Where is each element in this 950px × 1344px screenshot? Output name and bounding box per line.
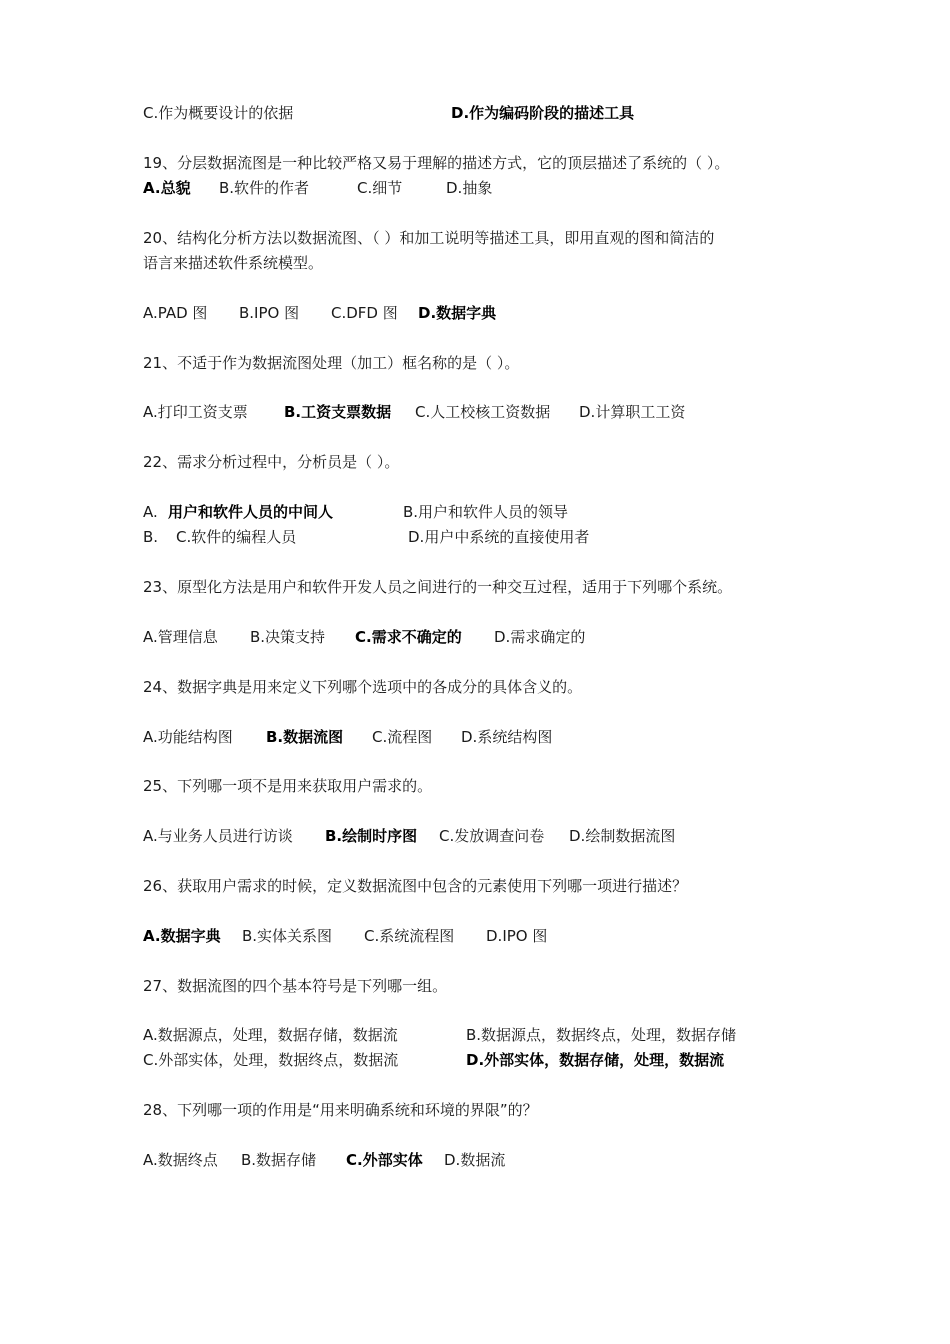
q24-question: 24、数据字典是用来定义下列哪个选项中的各成分的具体含义的。: [143, 678, 583, 696]
q28-option-a: A.数据终点: [143, 1151, 218, 1169]
q27-option-d: D.外部实体，数据存储，处理，数据流: [466, 1051, 725, 1069]
q20-option-a: A.PAD 图: [143, 304, 208, 322]
q24-option-b: B.数据流图: [266, 728, 344, 746]
q21-option-a: A.打印工资支票: [143, 403, 248, 421]
q28-option-c: C.外部实体: [346, 1151, 423, 1169]
q23-option-b: B.决策支持: [250, 628, 326, 646]
q21-option-d: D.计算职工工资: [579, 403, 686, 421]
q22-option-d: D.用户中系统的直接使用者: [408, 528, 590, 546]
q28-option-b: B.数据存储: [241, 1151, 317, 1169]
q20-option-d: D.数据字典: [418, 304, 497, 322]
q23-option-d: D.需求确定的: [494, 628, 586, 646]
q20-question-line2: 语言来描述软件系统模型。: [143, 254, 324, 272]
q21-option-c: C.人工校核工资数据: [415, 403, 551, 421]
q25-option-b: B.绘制时序图: [325, 827, 418, 845]
q26-option-a: A.数据字典: [143, 927, 221, 945]
q27-option-c: C.外部实体，处理，数据终点，数据流: [143, 1051, 399, 1069]
q27-option-b: B.数据源点，数据终点，处理，数据存储: [466, 1026, 737, 1044]
q28-question: 28、下列哪一项的作用是“用来明确系统和环境的界限”的？: [143, 1101, 538, 1119]
q22-option-a: 用户和软件人员的中间人: [168, 503, 334, 521]
q26-question: 26、获取用户需求的时候，定义数据流图中包含的元素使用下列哪一项进行描述？: [143, 877, 688, 895]
q23-option-a: A.管理信息: [143, 628, 218, 646]
q23-question: 23、原型化方法是用户和软件开发人员之间进行的一种交互过程，适用于下列哪个系统。: [143, 578, 733, 596]
q19-option-d: D.抽象: [446, 179, 493, 197]
q25-option-a: A.与业务人员进行访谈: [143, 827, 293, 845]
q19-option-b: B.软件的作者: [219, 179, 310, 197]
q23-option-c: C.需求不确定的: [355, 628, 462, 646]
q18-option-c: C.作为概要设计的依据: [143, 104, 294, 122]
q22-question: 22、需求分析过程中，分析员是（ ）。: [143, 453, 400, 471]
q20-question-line1: 20、结构化分析方法以数据流图、（ ）和加工说明等描述工具，即用直观的图和简洁的: [143, 229, 715, 247]
q22-option-a-prefix: A.: [143, 503, 158, 521]
q19-option-a: A.总貌: [143, 179, 191, 197]
q26-option-c: C.系统流程图: [364, 927, 455, 945]
q19-question: 19、分层数据流图是一种比较严格又易于理解的描述方式，它的顶层描述了系统的（ ）。: [143, 154, 730, 172]
q19-option-c: C.细节: [357, 179, 403, 197]
q26-option-b: B.实体关系图: [242, 927, 333, 945]
q25-option-d: D.绘制数据流图: [569, 827, 676, 845]
q22-option-b-prefix: B.: [143, 528, 159, 546]
q20-option-b: B.IPO 图: [239, 304, 300, 322]
q22-option-b: B.用户和软件人员的领导: [403, 503, 569, 521]
q24-option-d: D.系统结构图: [461, 728, 553, 746]
q20-option-c: C.DFD 图: [331, 304, 398, 322]
q21-option-b: B.工资支票数据: [284, 403, 392, 421]
q21-question: 21、不适于作为数据流图处理（加工）框名称的是（ ）。: [143, 354, 520, 372]
q24-option-a: A.功能结构图: [143, 728, 233, 746]
q18-option-d: D.作为编码阶段的描述工具: [451, 104, 635, 122]
q26-option-d: D.IPO 图: [486, 927, 548, 945]
q24-option-c: C.流程图: [372, 728, 433, 746]
q22-option-c: C.软件的编程人员: [176, 528, 297, 546]
q25-option-c: C.发放调查问卷: [439, 827, 545, 845]
q27-question: 27、数据流图的四个基本符号是下列哪一组。: [143, 977, 448, 995]
q25-question: 25、下列哪一项不是用来获取用户需求的。: [143, 777, 433, 795]
q28-option-d: D.数据流: [444, 1151, 506, 1169]
q27-option-a: A.数据源点，处理，数据存储，数据流: [143, 1026, 398, 1044]
